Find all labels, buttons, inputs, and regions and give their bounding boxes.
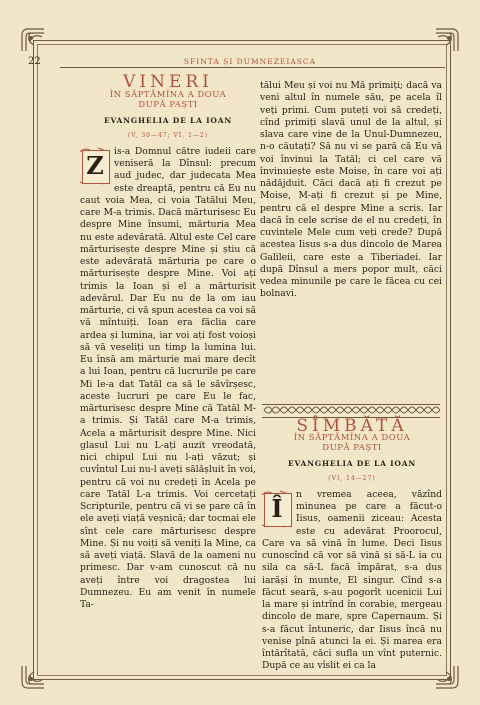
section-subtitle: ÎN SĂPTĂMÎNA A DOUA (109, 90, 227, 101)
gospel-text-part-1: is-a Domnul către iudeii care veniseră la Dînsul: precum aud judec, dar judecata Mea este dreaptă, pentru că Eu nu caut voia Mea, ci voia Tatălui Meu, care M-a trimis. Dacă mărturisesc Eu despre Mine însumi, mărturia Mea nu este adevărată. Altul este Cel care mărturisește despre Mine și știu că este adevărată mărturia pe care o mărturisește despre Mine. Voi ați trimis la Ioan și el a mărturisit adevărul. Dar Eu nu de la om iau mărturie, ci vă spun acestea ca voi să vă mîntuiți. Ioan era făclia care ardea și lumina, iar voi ați fost voioși să vă veseliți un timp la lumina lui. Eu însă am mărturie mai mare decît a lui Ioan, pentru că lucrurile pe care Mi le-a dat Tatăl ca să le săvîrșesc, aceste lucruri pe care Eu le fac, mărturisesc despre Mine că Tatăl M-a trimis. Și Tatăl care M-a trimis, Acela a mărturisit despre Mine. Nici glasul Lui nu L-ați auzit vreodată, nici chipul Lui nu l-ați văzut; și cuvîntul Lui nu-l aveți sălășluit în voi, pentru că voi nu credeți în Acela pe care Tatăl L-a trimis. Voi cercetați Scripturile, pentru că vi se pare că în ele aveți viață veșnică; dar tocmai ele sînt cele care mărturisesc despre Mine. Și nu voiți să veniți la Mine, ca să aveți viață. Slavă de la oameni nu primesc. Dar v-am cunoscut că nu aveți între voi dragostea lui Dumnezeu. Eu am venit în numele Ta- (80, 145, 256, 610)
section-title: SÎMBĂTĂ (296, 416, 408, 436)
gospel-heading: EVANGHELIA DE LA IOAN (103, 116, 233, 126)
running-title: SFINTA ȘI DUMNEZEIASCA (183, 57, 317, 66)
section-subtitle: ÎN SĂPTĂMÎNA A DOUA (293, 433, 411, 444)
right-column (260, 80, 442, 301)
corner-ornament-icon (20, 664, 46, 690)
section-subtitle: DUPĂ PAȘTI (322, 443, 382, 454)
gospel-text (262, 489, 442, 673)
corner-ornament-icon (20, 27, 46, 53)
header-rule (60, 67, 445, 68)
left-column (80, 74, 256, 611)
section-title: VINERI (123, 72, 213, 92)
scripture-reference: (V, 30—47; VI, 1—2) (127, 131, 209, 139)
gospel-text (80, 146, 256, 612)
gospel-heading: EVANGHELIA DE LA IOAN (287, 459, 417, 469)
section-subtitle: DUPĂ PAȘTI (138, 100, 198, 111)
drop-cap (80, 148, 110, 184)
drop-cap-letter: Î (271, 493, 283, 523)
section-saturday (262, 418, 442, 673)
gospel-text-part-2: tălui Meu și voi nu Mă primiți; dacă va veni altul în numele său, pe acela îl veți primi. Cum puteți voi să credeți, cînd primiți slavă unul de la altul, și slava care vine de la Unul-Dumnezeu, n-o căutați? Să nu vi se pară că Eu vă voi învinui la Tatăl; ci cel care vă învinuiește este Moise, în care voi ați nădăjduit. Căci dacă ați fi crezut pe Moise, M-ați fi crezut și pe Mine, pentru că el despre Mine a scris. Iar dacă în cele scrise de el nu credeți, în cuvintele Mele cum veți crede? După acestea Iisus s-a dus dincolo de Marea Galileii, care este a Tiberiadei. Iar după Dînsul a mers popor mult, căci vedea minunile pe care le făcea cu cei bolnavi. (260, 80, 442, 300)
scripture-reference: (VI, 14—27) (328, 474, 376, 482)
gospel-text-body: n vremea aceea, văzînd minunea pe care a făcut-o Iisus, oamenii ziceau: Acesta este cu adevărat Proorocul, Care va să vină în lume. Deci Iisus cunoscînd că vor să vină și să-L ia cu sila ca să-L facă împărat, s-a dus iarăși în munte, El singur. Cînd s-a făcut seară, s-au pogorît ucenicii Lui la mare și intrînd în corabie, mergeau dincolo de mare, spre Capernaum. Și s-a făcut întuneric, dar Iisus încă nu venise pînă atunci la ei. Și marea era întărîtată, căci sufla un vînt puternic. După ce au vîslit ei ca la (262, 488, 442, 672)
drop-cap-letter: Z (86, 150, 104, 180)
drop-cap (262, 491, 292, 527)
page-number: 22 (28, 56, 41, 67)
corner-ornament-icon (434, 27, 460, 53)
